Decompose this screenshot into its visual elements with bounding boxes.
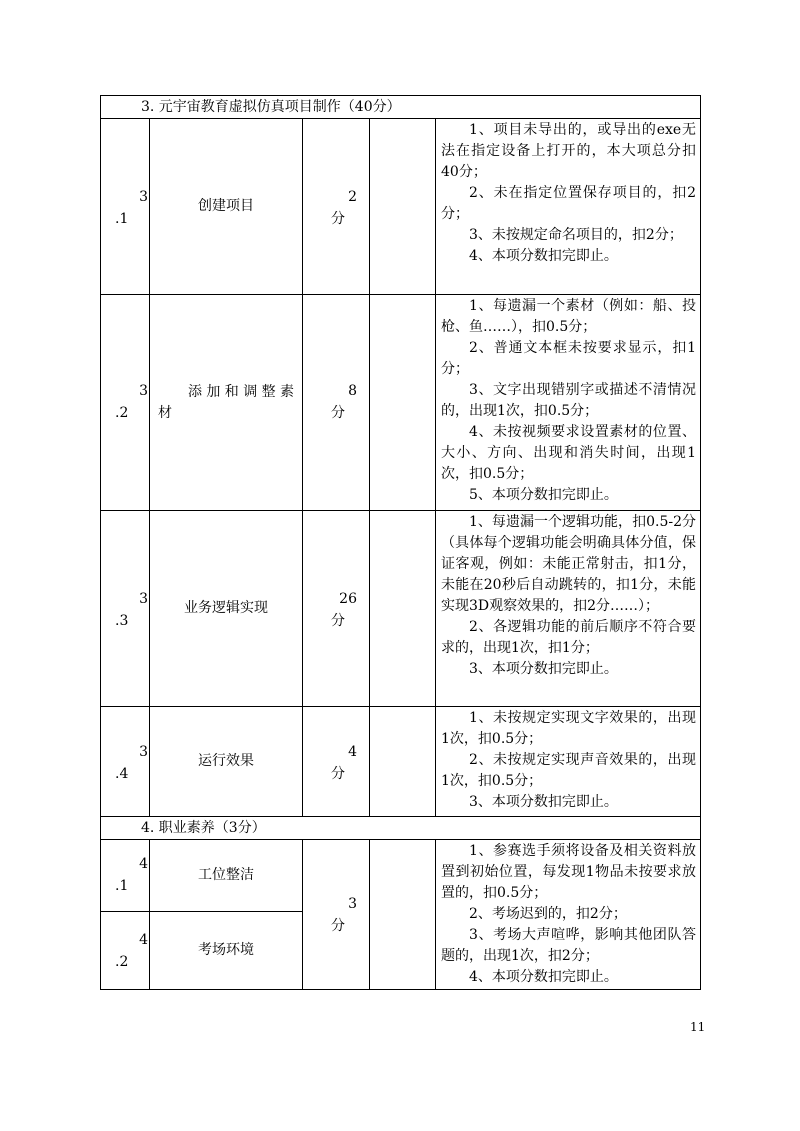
criteria-line: 1、未按规定实现文字效果的，出现1次，扣0.5分； — [441, 710, 696, 747]
item-name: 工位整洁 — [150, 840, 303, 912]
item-number-major: 3 — [139, 189, 148, 205]
item-number — [101, 295, 150, 511]
item-name — [150, 295, 303, 511]
item-number-minor: .2 — [115, 405, 129, 421]
criteria-line: 3、本项分数扣完即止。 — [469, 661, 618, 677]
item-score — [303, 707, 370, 817]
score-unit: 分 — [331, 918, 345, 934]
criteria-line: 2、未按规定实现声音效果的，出现1次，扣0.5分； — [441, 752, 696, 789]
item-name-line1: 添加和调整素 — [188, 383, 294, 400]
criteria-cell — [436, 707, 701, 817]
blank-cell — [370, 295, 436, 511]
criteria-line: 4、本项分数扣完即止。 — [469, 248, 618, 264]
score-value: 3 — [348, 896, 357, 912]
blank-cell — [370, 119, 436, 295]
criteria-cell — [436, 511, 701, 707]
item-name: 考场环境 — [150, 912, 303, 990]
score-value: 4 — [348, 744, 357, 760]
item-number-major: 4 — [139, 932, 148, 948]
criteria-line: 1、每遗漏一个素材（例如：船、投枪、鱼……），扣0.5分； — [441, 298, 696, 335]
item-number — [101, 707, 150, 817]
section-title: 3. 元宇宙教育虚拟仿真项目制作（40分） — [101, 96, 701, 119]
criteria-line: 3、本项分数扣完即止。 — [469, 794, 618, 810]
criteria-line: 4、本项分数扣完即止。 — [469, 969, 618, 985]
criteria-line: 3、未按规定命名项目的，扣2分； — [469, 227, 683, 243]
criteria-line: 2、各逻辑功能的前后顺序不符合要求的，出现1次，扣1分； — [441, 619, 696, 656]
criteria-line: 2、未在指定位置保存项目的，扣2分； — [441, 185, 696, 222]
item-number-minor: .3 — [115, 613, 129, 629]
blank-cell — [370, 840, 436, 990]
criteria-cell — [436, 295, 701, 511]
criteria-line: 1、项目未导出的，或导出的exe无法在指定设备上打开的，本大项总分扣40分； — [441, 122, 696, 180]
score-unit: 分 — [331, 211, 345, 227]
score-value: 26 — [339, 591, 357, 607]
item-number-minor: .1 — [115, 211, 129, 227]
item-name: 业务逻辑实现 — [150, 511, 303, 707]
criteria-line: 3、考场大声喧哗，影响其他团队答题的，出现1次，扣2分； — [441, 927, 696, 964]
item-number-major: 3 — [139, 591, 148, 607]
item-number-minor: .2 — [115, 954, 129, 970]
item-number-major: 3 — [139, 383, 148, 399]
score-value: 2 — [348, 189, 357, 205]
blank-cell — [370, 511, 436, 707]
item-name-line2: 材 — [158, 404, 172, 421]
page-number: 11 — [690, 1020, 706, 1034]
score-unit: 分 — [331, 613, 345, 629]
score-unit: 分 — [331, 766, 345, 782]
item-score — [303, 840, 370, 990]
item-score — [303, 511, 370, 707]
item-name: 运行效果 — [150, 707, 303, 817]
section-title: 4. 职业素养（3分） — [101, 817, 701, 840]
scoring-table — [100, 95, 701, 990]
criteria-cell — [436, 119, 701, 295]
blank-cell — [370, 707, 436, 817]
item-name: 创建项目 — [150, 119, 303, 295]
item-score — [303, 119, 370, 295]
item-number-minor: .4 — [115, 766, 129, 782]
item-number-major: 4 — [139, 856, 148, 872]
item-number — [101, 912, 150, 990]
criteria-cell — [436, 840, 701, 990]
criteria-line: 2、普通文本框未按要求显示，扣1分； — [441, 340, 696, 377]
item-score — [303, 295, 370, 511]
item-number-major: 3 — [139, 744, 148, 760]
item-number — [101, 840, 150, 912]
score-unit: 分 — [331, 405, 345, 421]
criteria-line: 2、考场迟到的，扣2分； — [469, 906, 627, 922]
criteria-line: 4、未按视频要求设置素材的位置、大小、方向、出现和消失时间，出现1次，扣0.5分； — [441, 424, 696, 482]
criteria-line: 3、文字出现错别字或描述不清情况的，出现1次，扣0.5分； — [441, 382, 696, 419]
item-number — [101, 511, 150, 707]
score-value: 8 — [348, 383, 357, 399]
criteria-line: 5、本项分数扣完即止。 — [469, 487, 618, 503]
item-number — [101, 119, 150, 295]
criteria-line: 1、每遗漏一个逻辑功能，扣0.5-2分（具体每个逻辑功能会明确具体分值，保证客观，例如：未能正常射击，扣1分，未能在20秒后自动跳转的，扣1分，未能实现3D观察效果的，扣2分……）； — [441, 514, 696, 614]
criteria-line: 1、参赛选手须将设备及相关资料放置到初始位置，每发现1物品未按要求放置的，扣0.5分； — [441, 843, 696, 901]
item-number-minor: .1 — [115, 878, 129, 894]
